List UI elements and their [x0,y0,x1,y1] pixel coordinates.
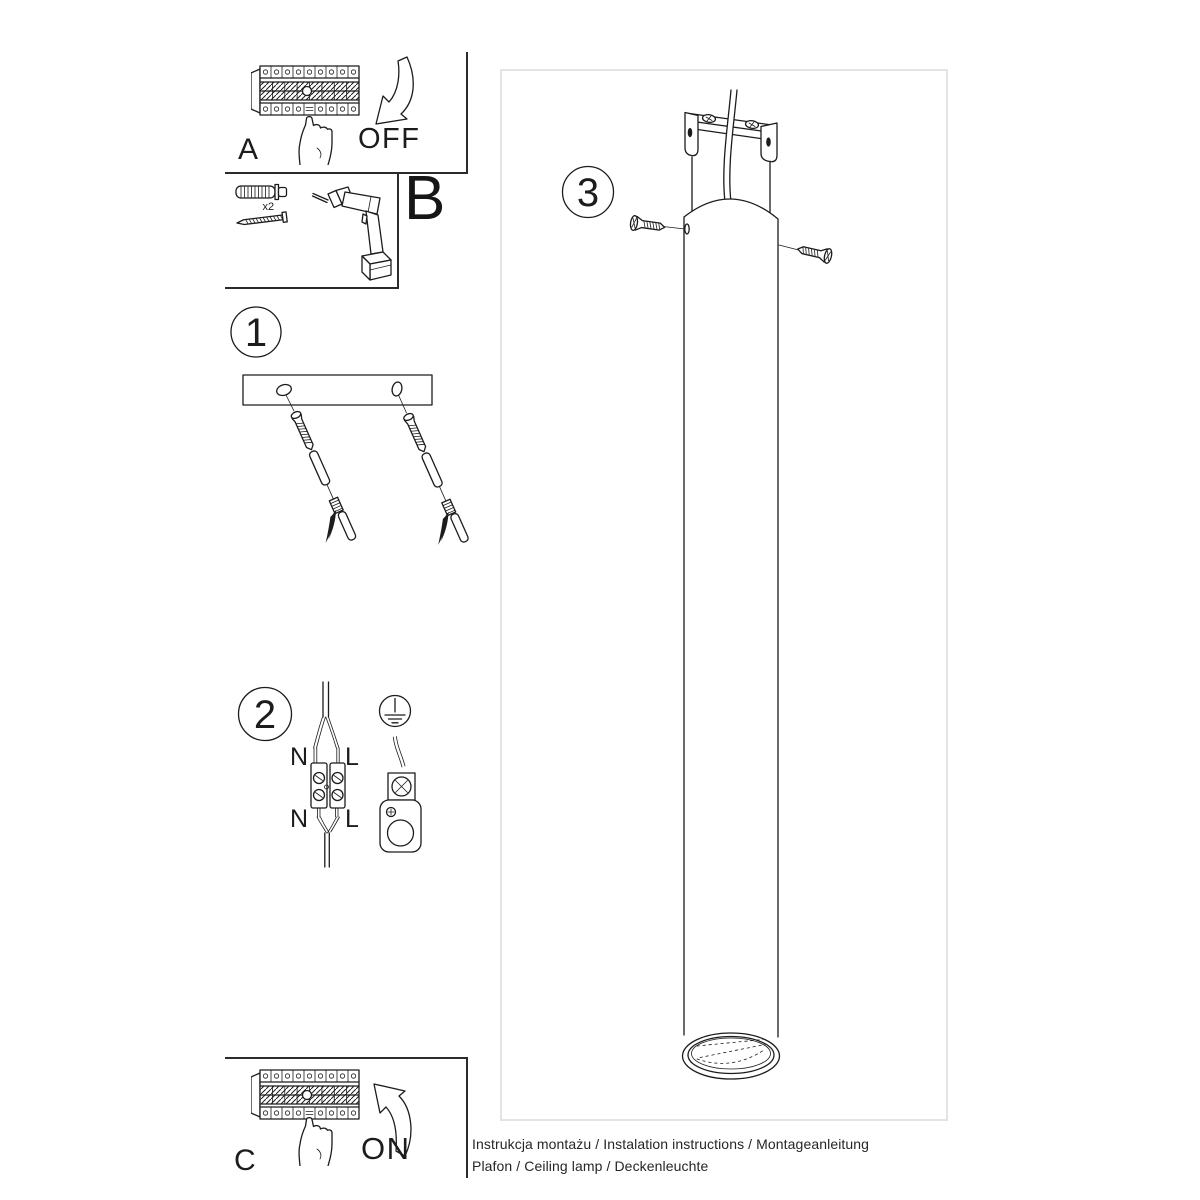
power-cable-bottom-icon [317,808,340,867]
earth-symbol-icon [380,696,411,727]
pointing-hand-icon [299,1118,332,1166]
ground-wire-icon [393,737,405,768]
wire-label-n-top: N [289,743,309,771]
screw-icon [236,212,287,228]
footer-line1: Instrukcja montażu / Instalation instructions / Montageanleitung [472,1136,870,1152]
anchor-screw-icon [384,412,469,552]
ground-clamp-icon [380,773,421,852]
lamp-cable-icon [724,90,737,202]
step-1-drawing [225,295,480,560]
step-2-number: 2 [253,693,277,737]
off-label: OFF [358,123,421,155]
step-1-number: 1 [244,311,268,355]
wall-plug-icon [236,185,287,200]
box-a-power-off [225,52,468,174]
terminal-block-icon [311,763,345,808]
box-a-label: A [238,133,259,166]
mounting-strip [243,375,432,405]
step-3-number: 3 [576,171,600,215]
breaker-panel-icon [251,66,359,115]
wire-label-n-bottom: N [289,805,309,833]
box-b-tools [225,174,399,289]
box-c-power-on [225,1057,468,1178]
mounting-screw-icon [796,242,833,264]
anchor-screw-icon [272,410,357,550]
on-label: ON [361,1131,411,1166]
tube-screw-hole [685,224,689,234]
box-c-label: C [234,1144,256,1177]
plug-quantity-label: x2 [262,201,275,213]
drill-icon [313,187,392,280]
step-3-drawing [500,69,948,1121]
footer-line2: Plafon / Ceiling lamp / Deckenleuchte [472,1157,709,1174]
lamp-diffuser [683,1033,780,1079]
pointing-hand-icon [299,117,332,165]
lamp-tube [684,199,778,1037]
mounting-screw-icon [630,215,666,234]
footer [472,1134,869,1177]
breaker-panel-icon [251,1070,359,1119]
wire-label-l-bottom: L [345,805,359,833]
arrow-down-icon [376,57,413,124]
box-b-label: B [404,164,446,233]
power-cable-icon [314,682,340,763]
box-a-drawing [225,52,466,172]
box-b-drawing [225,174,397,287]
wire-label-l-top: L [345,743,359,771]
box-c-drawing [225,1059,466,1178]
step-2-drawing [225,670,460,885]
